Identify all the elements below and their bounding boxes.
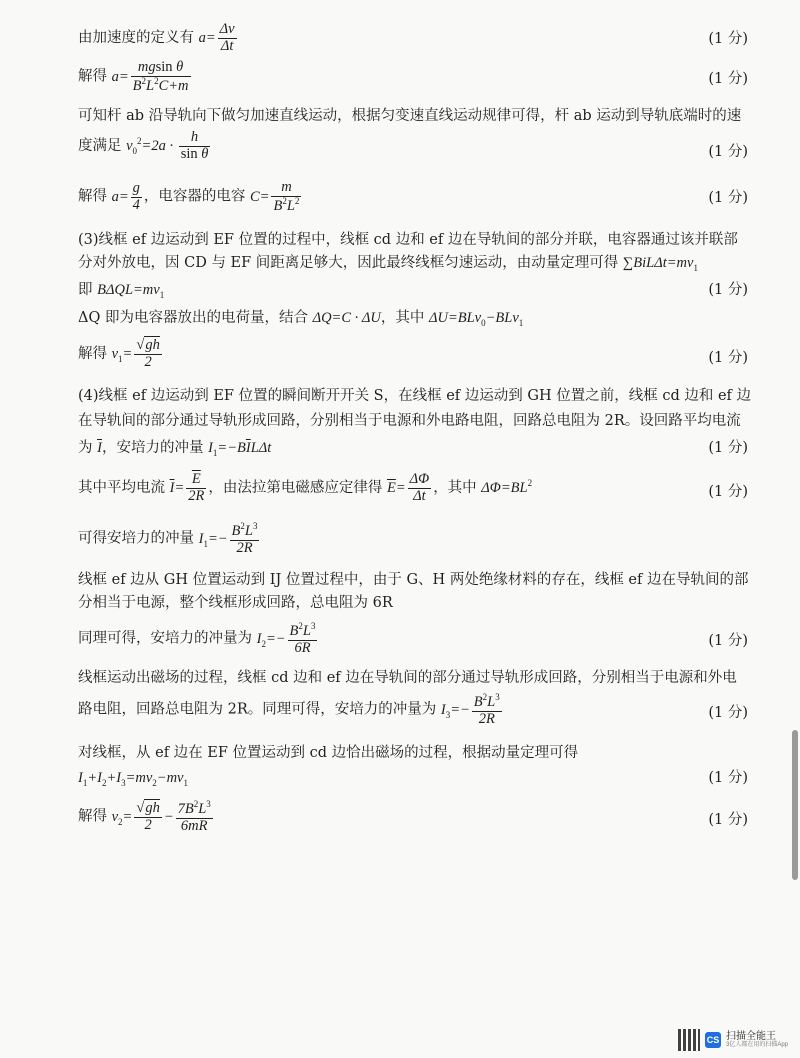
equation: $I_1=-B\overline{I}L\Delta t$	[208, 440, 272, 458]
equation: $\Delta\Phi=BL^2$	[481, 477, 533, 496]
line-total-resistance	[78, 595, 748, 612]
text: 由加速度的定义有	[78, 29, 194, 46]
text: 即	[78, 282, 93, 298]
equation: ΔQ=C · ΔU	[312, 310, 381, 326]
score: (1 分)	[708, 633, 748, 649]
text: ，电容器的电容	[143, 188, 246, 205]
scanner-watermark	[678, 1028, 788, 1052]
score: (1 分)	[708, 770, 748, 786]
score: (1 分)	[708, 812, 748, 828]
line-solve-capacitance	[78, 180, 748, 215]
text: 解得	[78, 68, 107, 85]
text: ，安培力的冲量	[101, 440, 204, 456]
score: (1 分)	[708, 350, 748, 366]
line-impulse-1	[78, 440, 748, 459]
watermark-text	[726, 1032, 788, 1048]
score: (1 分)	[708, 71, 748, 87]
text: (4)线框 ef 边运动到 EF 位置的瞬间断开开关 S，在线框 ef 边运动到 GH 位置之前，线框 cd 边和 ef 边	[78, 388, 752, 404]
text: 解得	[78, 188, 107, 205]
text: 其中平均电流	[78, 479, 165, 496]
text: 可知杆 ab 沿导轨向下做匀加速直线运动，根据匀变速直线运动规律可得，杆 ab 运动到导轨底端时的速	[78, 108, 742, 124]
line-accel-definition	[78, 22, 748, 55]
equation: a= $\frac{\Delta v}{\Delta t}$	[198, 21, 235, 54]
equation: a= $\frac{\text{mgsin θ}}{B^2L^2C+m}$	[111, 59, 189, 94]
equation: $I_3=-$ $\frac{B^2L^3}{2R}$	[440, 692, 500, 727]
text: 度满足	[78, 137, 122, 154]
watermark-slogan: 3亿人都在用的扫描App	[725, 1042, 788, 1048]
equation: $\overline{I}=$ $\frac{\overline{E}}{2R}$	[169, 471, 205, 504]
text: 线框运动出磁场的过程，线框 cd 边和 ef 边在导轨间的部分通过导轨形成回路，分别相当于电源和外电	[78, 670, 737, 686]
text: 解得	[78, 808, 107, 825]
line-impulse-3	[78, 693, 748, 728]
score: (1 分)	[708, 190, 748, 206]
equation: $\overline{I}$	[97, 440, 102, 456]
line-exit-field	[78, 670, 748, 687]
text: 线框 ef 边从 GH 位置运动到 IJ 位置过程中，由于 G、H 两处绝缘材料的存在，线框 ef 边在导轨间的部	[78, 572, 749, 588]
equation: C= $\frac{m}{B^2L^2}$	[250, 179, 300, 214]
line-charge-momentum	[78, 282, 748, 301]
score: (1 分)	[708, 484, 748, 500]
text: 分相当于电源，整个线框形成回路，总电阻为 6R	[78, 595, 393, 611]
equation: ΔU=BLv$_0$−BLv$_1$	[428, 310, 524, 328]
text: ，由法拉第电磁感应定律得	[208, 479, 383, 496]
line-impulse-2	[78, 622, 748, 657]
qr-code-icon	[678, 1029, 700, 1051]
equation: a= $\frac{g}{4}$	[111, 179, 140, 213]
line-impulse-sum	[78, 770, 748, 789]
text: ，其中	[433, 479, 477, 496]
line-velocity-condition	[78, 130, 748, 163]
line-charge-relation	[78, 310, 748, 329]
line-average-current	[78, 472, 748, 505]
line-motion-analysis	[78, 108, 748, 125]
equation: $\sum BiL\Delta t=mv_1$	[622, 255, 698, 273]
equation: $v_2=$ $\frac{√gh}{2}$ − $\frac{7B^2L^3}{6mR}$	[111, 799, 211, 834]
text: 在导轨间的部分通过导轨形成回路，分别相当于电源和外电路电阻，回路总电阻为 2R。设回路平均电流	[78, 413, 741, 429]
text: 分对外放电，因 CD 与 EF 间距离足够大，因此最终线框匀速运动，由动量定理可得	[78, 255, 619, 271]
text: 对线框，从 ef 边在 EF 位置运动到 cd 边恰出磁场的过程，根据动量定理可得	[78, 745, 579, 761]
line-part4-circuit	[78, 413, 748, 430]
equation: $I_1=-$ $\frac{B^2L^3}{2R}$	[198, 521, 258, 556]
text: ，其中	[380, 310, 425, 326]
line-part3-momentum	[78, 255, 748, 274]
line-solve-a	[78, 60, 748, 95]
watermark-name: 扫描全能王	[725, 1031, 776, 1042]
line-solve-v1	[78, 338, 748, 371]
line-part4-intro	[78, 388, 752, 405]
equation: $B\Delta QL=mv_1$	[97, 282, 165, 300]
line-momentum-theorem	[78, 745, 748, 762]
text: 解得	[78, 345, 107, 362]
equation: $v_0^2=2a$ · $\frac{h}{\text{sin θ}}$	[126, 129, 209, 162]
camscanner-logo-icon: CS	[705, 1032, 721, 1048]
text: 可得安培力的冲量	[78, 530, 194, 547]
score: (1 分)	[708, 705, 748, 721]
score: (1 分)	[708, 282, 748, 298]
line-part3-intro	[78, 232, 748, 249]
text: 为	[78, 440, 93, 456]
equation: $v_1=$ $\frac{√gh}{2}$	[111, 337, 160, 370]
scrollbar[interactable]	[792, 730, 798, 880]
line-solve-v2	[78, 800, 748, 835]
score: (1 分)	[708, 144, 748, 160]
text: 路电阻，回路总电阻为 2R。同理可得，安培力的冲量为	[78, 701, 437, 718]
equation: $I_2=-$ $\frac{B^2L^3}{6R}$	[256, 621, 316, 656]
text: ΔQ 即为电容器放出的电荷量，结合	[78, 310, 308, 326]
line-gh-to-ij	[78, 572, 748, 589]
text: (3)线框 ef 边运动到 EF 位置的过程中，线框 cd 边和 ef 边在导轨间的部分并联，电容器通过该并联部	[78, 232, 738, 248]
score: (1 分)	[708, 440, 748, 456]
text: 同理可得，安培力的冲量为	[78, 630, 252, 647]
score: (1 分)	[708, 31, 748, 47]
equation: $I_1+I_2+I_3=mv_2-mv_1$	[78, 770, 188, 788]
equation: $\overline{E}=$ $\frac{\Delta\Phi}{\Delta t}$	[386, 471, 430, 504]
line-impulse-1-result	[78, 522, 748, 557]
